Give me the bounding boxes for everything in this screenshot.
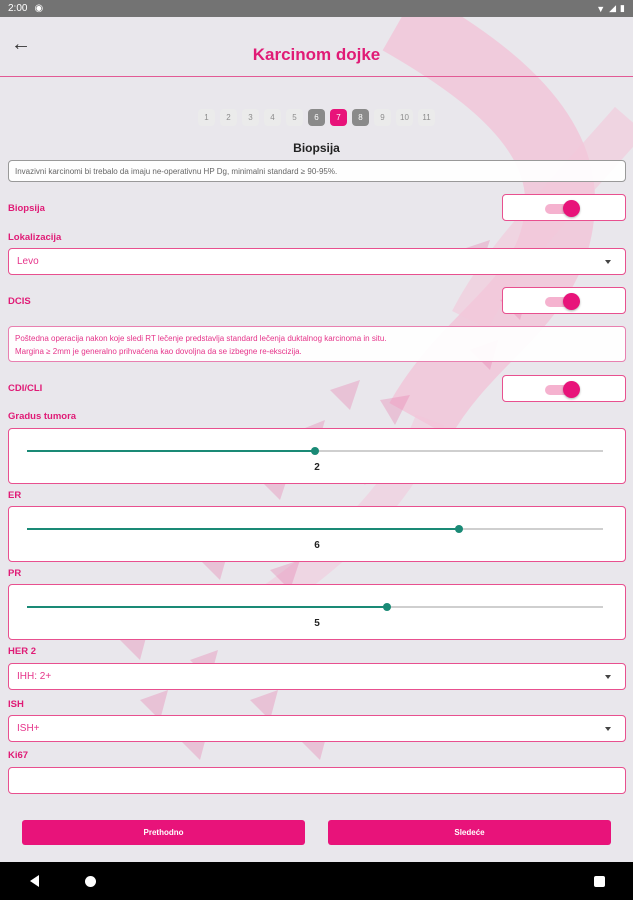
cdi-cli-switch-container [502,375,626,402]
ish-select[interactable] [8,715,626,742]
gradus-label: Gradus tumora [8,411,77,422]
step-5[interactable]: 5 [286,109,303,126]
her2-label: HER 2 [8,646,36,657]
pr-slider-box [8,584,626,640]
intro-info-box [8,160,626,182]
dropdown-caret-icon [605,675,611,679]
dcis-label: DCIS [8,296,31,307]
biopsija-switch[interactable] [563,200,580,217]
signal-icon: ◢ [609,3,617,13]
next-button[interactable]: Sledeće [328,820,611,845]
step-8[interactable]: 8 [352,109,369,126]
wifi-icon: ▼ [596,3,606,14]
gradus-value: 2 [314,462,320,473]
gradus-slider-box [8,428,626,484]
at-sign-icon: ◉ [34,3,44,14]
lokalizacija-label: Lokalizacija [8,232,62,243]
previous-button[interactable]: Prethodno [22,820,305,845]
er-value: 6 [314,540,320,551]
gradus-slider-track[interactable] [27,450,603,452]
step-indicator [0,109,633,126]
biopsija-switch-container [502,194,626,221]
cdi-cli-switch[interactable] [563,381,580,398]
lokalizacija-value: Levo [17,256,39,267]
gradus-slider-fill [27,450,315,452]
dropdown-caret-icon [605,260,611,264]
nav-back-icon[interactable] [30,875,39,887]
app-bar [0,17,633,77]
arrow-left-icon[interactable]: ← [11,33,31,55]
dropdown-caret-icon [605,727,611,731]
battery-icon: ▮ [620,3,625,13]
dcis-info-line-1: Poštedna operacija nakon koje sledi RT lečenje predstavlja standard lečenja duktalnog karcinoma in situ. [15,334,387,343]
er-label: ER [8,490,22,501]
system-nav-bar [0,862,633,900]
form-content [0,77,633,862]
step-7[interactable]: 7 [330,109,347,126]
pr-slider-fill [27,606,387,608]
cdi-cli-label: CDI/CLI [8,383,43,394]
status-time: 2:00 [8,3,28,14]
gradus-slider-thumb[interactable] [311,447,319,455]
er-slider-fill [27,528,459,530]
er-slider-box [8,506,626,562]
dcis-switch[interactable] [563,293,580,310]
ki67-label: Ki67 [8,750,29,761]
ish-label: ISH [8,699,24,710]
nav-home-icon[interactable] [85,876,96,887]
biopsija-label: Biopsija [8,203,45,214]
step-4[interactable]: 4 [264,109,281,126]
her2-select[interactable] [8,663,626,690]
nav-recents-icon[interactable] [594,876,605,887]
step-3[interactable]: 3 [242,109,259,126]
lokalizacija-select[interactable] [8,248,626,275]
dcis-switch-container [502,287,626,314]
step-10[interactable]: 10 [396,109,413,126]
pr-slider-track[interactable] [27,606,603,608]
dcis-info-box [8,326,626,362]
ish-value: ISH+ [17,723,40,734]
page-title: Karcinom dojke [252,45,381,64]
dcis-info-line-2: Margina ≥ 2mm je generalno prihvaćena kao dovoljna da se izbegne re-ekscizija. [15,347,302,356]
her2-value: IHH: 2+ [17,671,52,682]
step-6[interactable]: 6 [308,109,325,126]
er-slider-track[interactable] [27,528,603,530]
pr-slider-thumb[interactable] [383,603,391,611]
er-slider-thumb[interactable] [455,525,463,533]
ki67-input[interactable] [8,767,626,794]
status-bar [0,0,633,17]
step-9[interactable]: 9 [374,109,391,126]
step-11[interactable]: 11 [418,109,435,126]
step-2[interactable]: 2 [220,109,237,126]
pr-label: PR [8,568,22,579]
pr-value: 5 [314,618,320,629]
section-title: Biopsija [293,141,340,155]
intro-info-text: Invazivni karcinomi bi trebalo da imaju ne-operativnu HP Dg, minimalni standard ≥ 90-95%. [15,167,338,176]
step-1[interactable]: 1 [198,109,215,126]
